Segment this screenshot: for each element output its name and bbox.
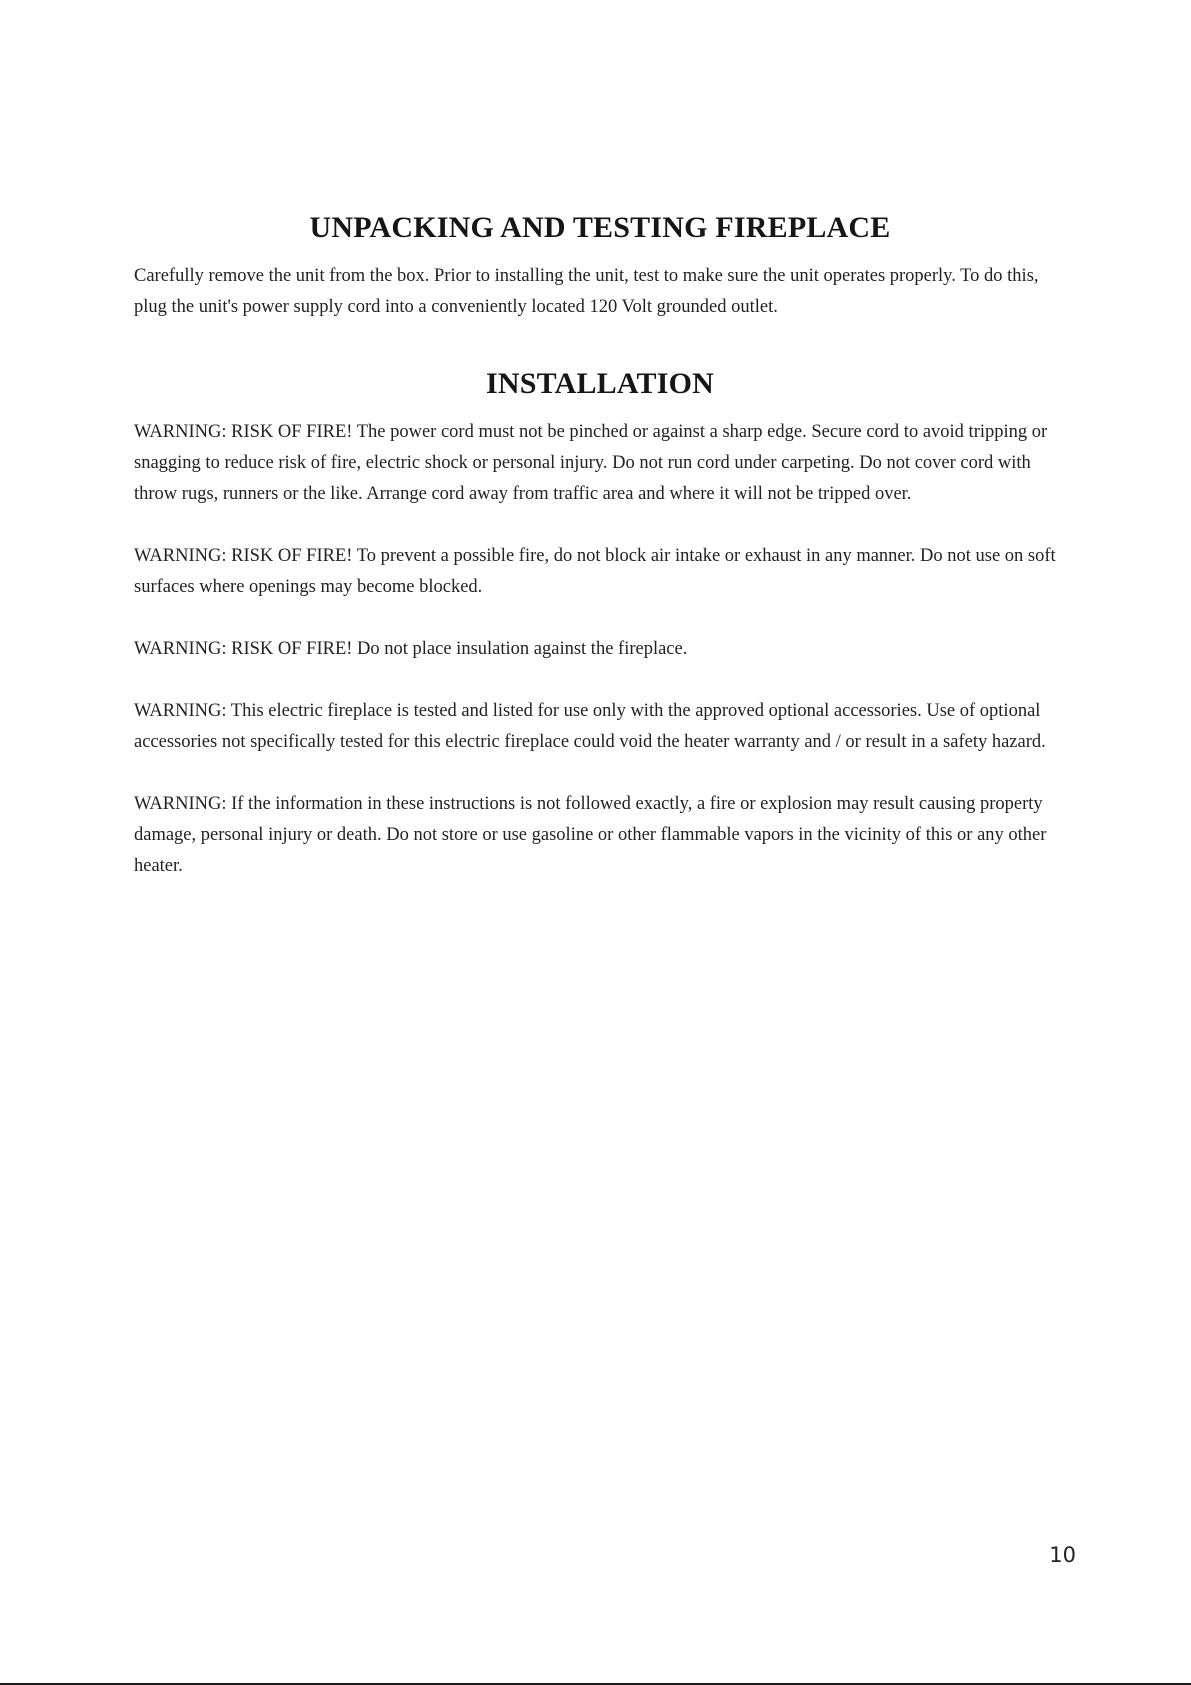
- unpacking-section-title: UNPACKING AND TESTING FIREPLACE: [309, 211, 891, 244]
- warning-insulation: WARNING: RISK OF FIRE! Do not place insulation against the fireplace.: [134, 639, 688, 659]
- warning-accessories: WARNING: This electric fireplace is tested and listed for use only with the approved optional accessories. Use of optional accessories not specifically tested for this electric fireplace could void the heater warranty and / or result in a safety hazard.: [134, 701, 1046, 752]
- warning-air-intake: WARNING: RISK OF FIRE! To prevent a possible fire, do not block air intake or exhaust in any manner. Do not use on soft surfaces where openings may become blocked.: [134, 546, 1056, 597]
- page-number: 10: [1049, 1543, 1076, 1567]
- warning-power-cord: WARNING: RISK OF FIRE! The power cord must not be pinched or against a sharp edge. Secure cord to avoid tripping or snagging to reduce risk of fire, electric shock or personal injury. Do not run cord under carpeting. Do not cover cord with throw rugs, runners or the like. Arrange cord away from traffic area and where it will not be tripped over.: [134, 422, 1048, 504]
- warning-explosion: WARNING: If the information in these instructions is not followed exactly, a fire or explosion may result causing property damage, personal injury or death. Do not store or use gasoline or other flammable vapors in the vicinity of this or any other heater.: [134, 794, 1047, 876]
- page-content: [134, 205, 1066, 882]
- installation-section-title: INSTALLATION: [485, 367, 714, 400]
- unpacking-paragraph: Carefully remove the unit from the box. Prior to installing the unit, test to make sure the unit operates properly. To do this, plug the unit's power supply cord into a conveniently located 120 Volt grounded outlet.: [134, 266, 1039, 317]
